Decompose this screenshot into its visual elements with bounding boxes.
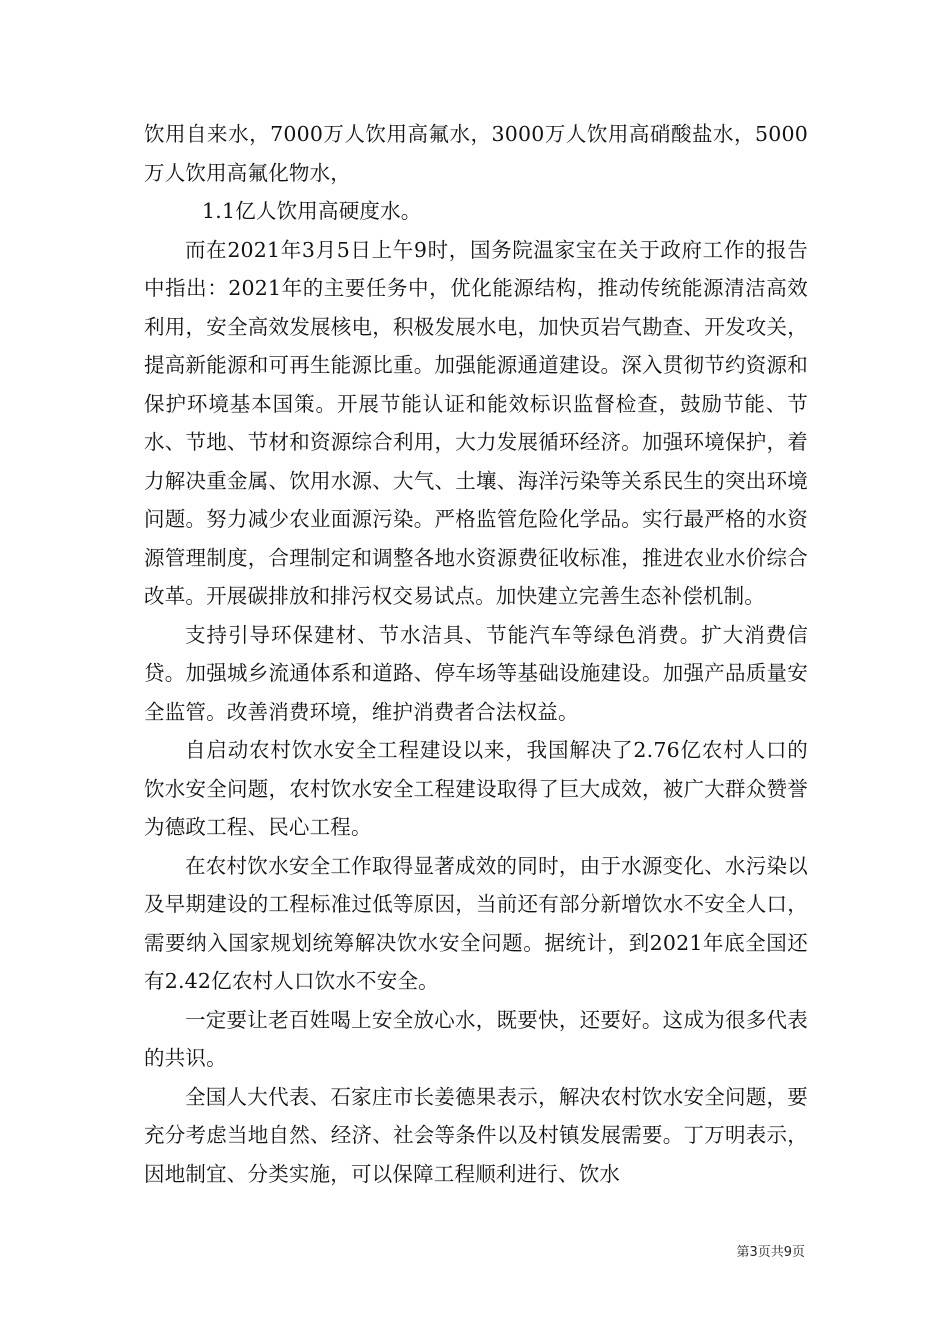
paragraph-6: 在农村饮水安全工作取得显著成效的同时，由于水源变化、水污染以及早期建设的工程标准过低等原因，当前还有部分新增饮水不安全人口，需要纳入国家规划统筹解决饮水安全问题。据统计，到2021年底全国还有2.42亿农村人口饮水不安全。 — [144, 853, 808, 993]
paragraph-7: 一定要让老百姓喝上安全放心水，既要快，还要好。这成为很多代表的共识。 — [144, 1007, 808, 1070]
paragraph-1: 饮用自来水，7000万人饮用高氟水，3000万人饮用高硝酸盐水，5000万人饮用高氟化物水， — [144, 122, 808, 185]
document-body — [144, 115, 808, 1193]
paragraph-4: 支持引导环保建材、节水洁具、节能汽车等绿色消费。扩大消费信贷。加强城乡流通体系和道路、停车场等基础设施建设。加强产品质量安全监管。改善消费环境，维护消费者合法权益。 — [144, 622, 808, 724]
paragraph-8: 全国人大代表、石家庄市长姜德果表示，解决农村饮水安全问题，要充分考虑当地自然、经济、社会等条件以及村镇发展需要。丁万明表示，因地制宜、分类实施，可以保障工程顺利进行、饮水 — [144, 1084, 808, 1186]
paragraph-3: 而在2021年3月5日上午9时，国务院温家宝在关于政府工作的报告中指出：2021年的主要任务中，优化能源结构，推动传统能源清洁高效利用，安全高效发展核电，积极发展水电，加快页岩气勘查、开发攻关，提高新能源和可再生能源比重。加强能源通道建设。深入贯彻节约资源和保护环境基本国策。开展节能认证和能效标识监督检查，鼓励节能、节水、节地、节材和资源综合利用，大力发展循环经济。加强环境保护，着力解决重金属、饮用水源、大气、土壤、海洋污染等关系民生的突出环境问题。努力减少农业面源污染。严格监管危险化学品。实行最严格的水资源管理制度，合理制定和调整各地水资源费征收标准，推进农业水价综合改革。开展碳排放和排污权交易试点。加快建立完善生态补偿机制。 — [144, 237, 808, 608]
paragraph-2: 1.1亿人饮用高硬度水。 — [202, 199, 422, 223]
page-indicator: 第3页共9页 — [736, 1245, 805, 1260]
paragraph-5: 自启动农村饮水安全工程建设以来，我国解决了2.76亿农村人口的饮水安全问题，农村饮水安全工程建设取得了巨大成效，被广大群众赞誉为德政工程、民心工程。 — [144, 738, 808, 839]
